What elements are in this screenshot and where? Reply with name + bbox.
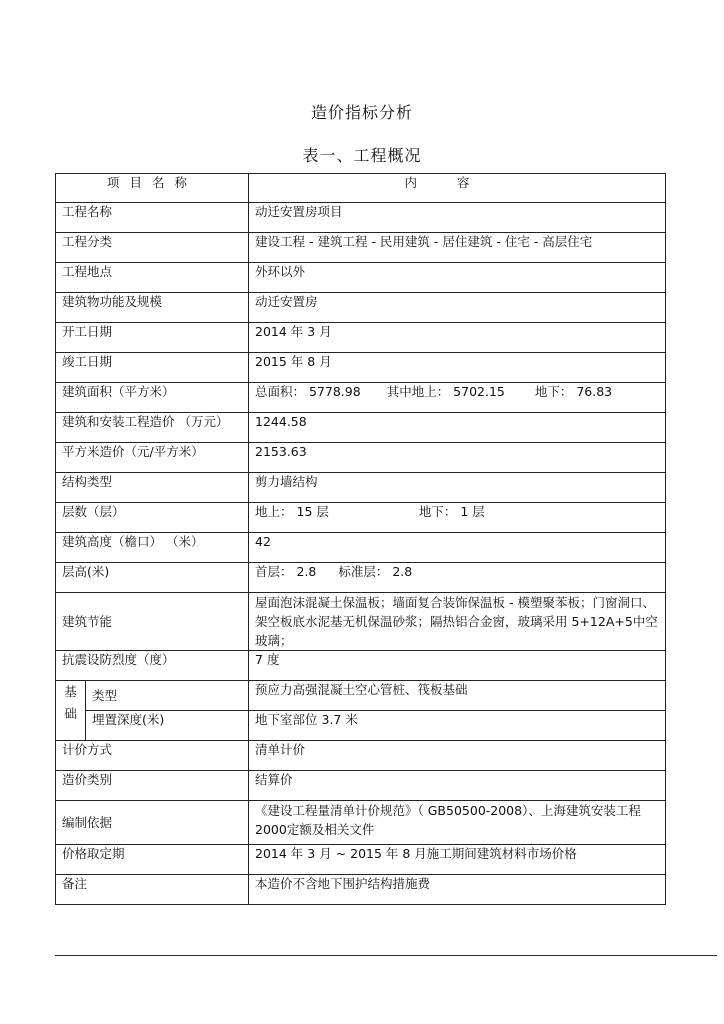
table-row	[56, 845, 666, 875]
row-value	[249, 563, 666, 593]
floors-above: 地上： 15 层	[255, 504, 329, 519]
foundation-type-row	[56, 681, 666, 711]
project-overview-table	[55, 173, 666, 905]
underground-area: 地下： 76.83	[534, 384, 613, 399]
table-row	[56, 233, 666, 263]
row-value: 7 度	[249, 651, 666, 681]
table-row	[56, 383, 666, 413]
row-value: 动迁安置房项目	[249, 203, 666, 233]
table-row	[56, 563, 666, 593]
table-row	[56, 593, 666, 651]
row-value: 本造价不含地下围护结构措施费	[249, 875, 666, 905]
row-label: 建筑物功能及规模	[56, 293, 249, 323]
row-label: 编制依据	[56, 801, 249, 845]
row-label: 建筑面积（平方米）	[56, 383, 249, 413]
row-label: 备注	[56, 875, 249, 905]
row-label: 工程分类	[56, 233, 249, 263]
table-row	[56, 801, 666, 845]
row-value: 结算价	[249, 771, 666, 801]
row-value: 42	[249, 533, 666, 563]
row-value: 《建设工程量清单计价规范》（ GB50500-2008）、上海建筑安装工程 2000定额及相关文件	[249, 801, 666, 845]
row-value: 动迁安置房	[249, 293, 666, 323]
table-row	[56, 875, 666, 905]
table-row	[56, 323, 666, 353]
row-label: 工程地点	[56, 263, 249, 293]
row-value: 剪力墙结构	[249, 473, 666, 503]
table-row	[56, 651, 666, 681]
row-label: 价格取定期	[56, 845, 249, 875]
row-value: 屋面泡沫混凝土保温板；墙面复合装饰保温板 - 模塑聚苯板；门窗洞口、架空板底水泥基无机保温砂浆；隔热铝合金窗，玻璃采用 5+12A+5中空玻璃；	[249, 593, 666, 651]
table-row	[56, 533, 666, 563]
row-value: 清单计价	[249, 741, 666, 771]
row-label: 建筑节能	[56, 593, 249, 651]
row-label: 结构类型	[56, 473, 249, 503]
page-title: 造价指标分析	[310, 103, 413, 122]
foundation-depth-label: 埋置深度(米)	[86, 711, 249, 741]
row-value: 2014 年 3 月	[249, 323, 666, 353]
row-value	[249, 503, 666, 533]
table-row	[56, 473, 666, 503]
row-label: 平方米造价（元/平方米）	[56, 443, 249, 473]
row-value: 1244.58	[249, 413, 666, 443]
row-label: 层高(米)	[56, 563, 249, 593]
footer-divider	[55, 955, 717, 956]
floors-below: 地下： 1 层	[418, 504, 485, 519]
table-row	[56, 203, 666, 233]
row-value: 2015 年 8 月	[249, 353, 666, 383]
table-row	[56, 503, 666, 533]
row-value: 建设工程 - 建筑工程 - 民用建筑 - 居住建筑 - 住宅 - 高层住宅	[249, 233, 666, 263]
row-label: 抗震设防烈度（度）	[56, 651, 249, 681]
row-value: 2014 年 3 月 ~ 2015 年 8 月施工期间建筑材料市场价格	[249, 845, 666, 875]
table-caption: 表一、工程概况	[302, 146, 422, 165]
row-label: 竣工日期	[56, 353, 249, 383]
foundation-depth-row	[56, 711, 666, 741]
row-value: 外环以外	[249, 263, 666, 293]
foundation-type-label: 类型	[86, 681, 249, 711]
row-label: 工程名称	[56, 203, 249, 233]
row-value	[249, 383, 666, 413]
table-row	[56, 771, 666, 801]
table-row	[56, 413, 666, 443]
foundation-group-label	[56, 681, 86, 741]
row-label: 开工日期	[56, 323, 249, 353]
row-label: 计价方式	[56, 741, 249, 771]
header-item-name: 项目名称	[56, 174, 249, 203]
row-label: 造价类别	[56, 771, 249, 801]
standard-floor-height: 标准层： 2.8	[338, 564, 413, 579]
row-label: 层数（层）	[56, 503, 249, 533]
table-row	[56, 443, 666, 473]
table-row	[56, 353, 666, 383]
row-value: 2153.63	[249, 443, 666, 473]
foundation-group-text: 基础	[64, 684, 77, 721]
table-header-row	[56, 174, 666, 203]
table-row	[56, 293, 666, 323]
total-area: 总面积： 5778.98	[255, 384, 361, 399]
foundation-depth-value: 地下室部位 3.7 米	[249, 711, 666, 741]
above-ground-area: 其中地上： 5702.15	[386, 384, 505, 399]
row-label: 建筑高度（檐口） （米）	[56, 533, 249, 563]
foundation-type-value: 预应力高强混凝土空心管桩、筏板基础	[249, 681, 666, 711]
row-label: 建筑和安装工程造价 （万元）	[56, 413, 249, 443]
header-content: 内容	[249, 174, 666, 203]
table-row	[56, 263, 666, 293]
first-floor-height: 首层： 2.8	[255, 564, 317, 579]
table-row	[56, 741, 666, 771]
